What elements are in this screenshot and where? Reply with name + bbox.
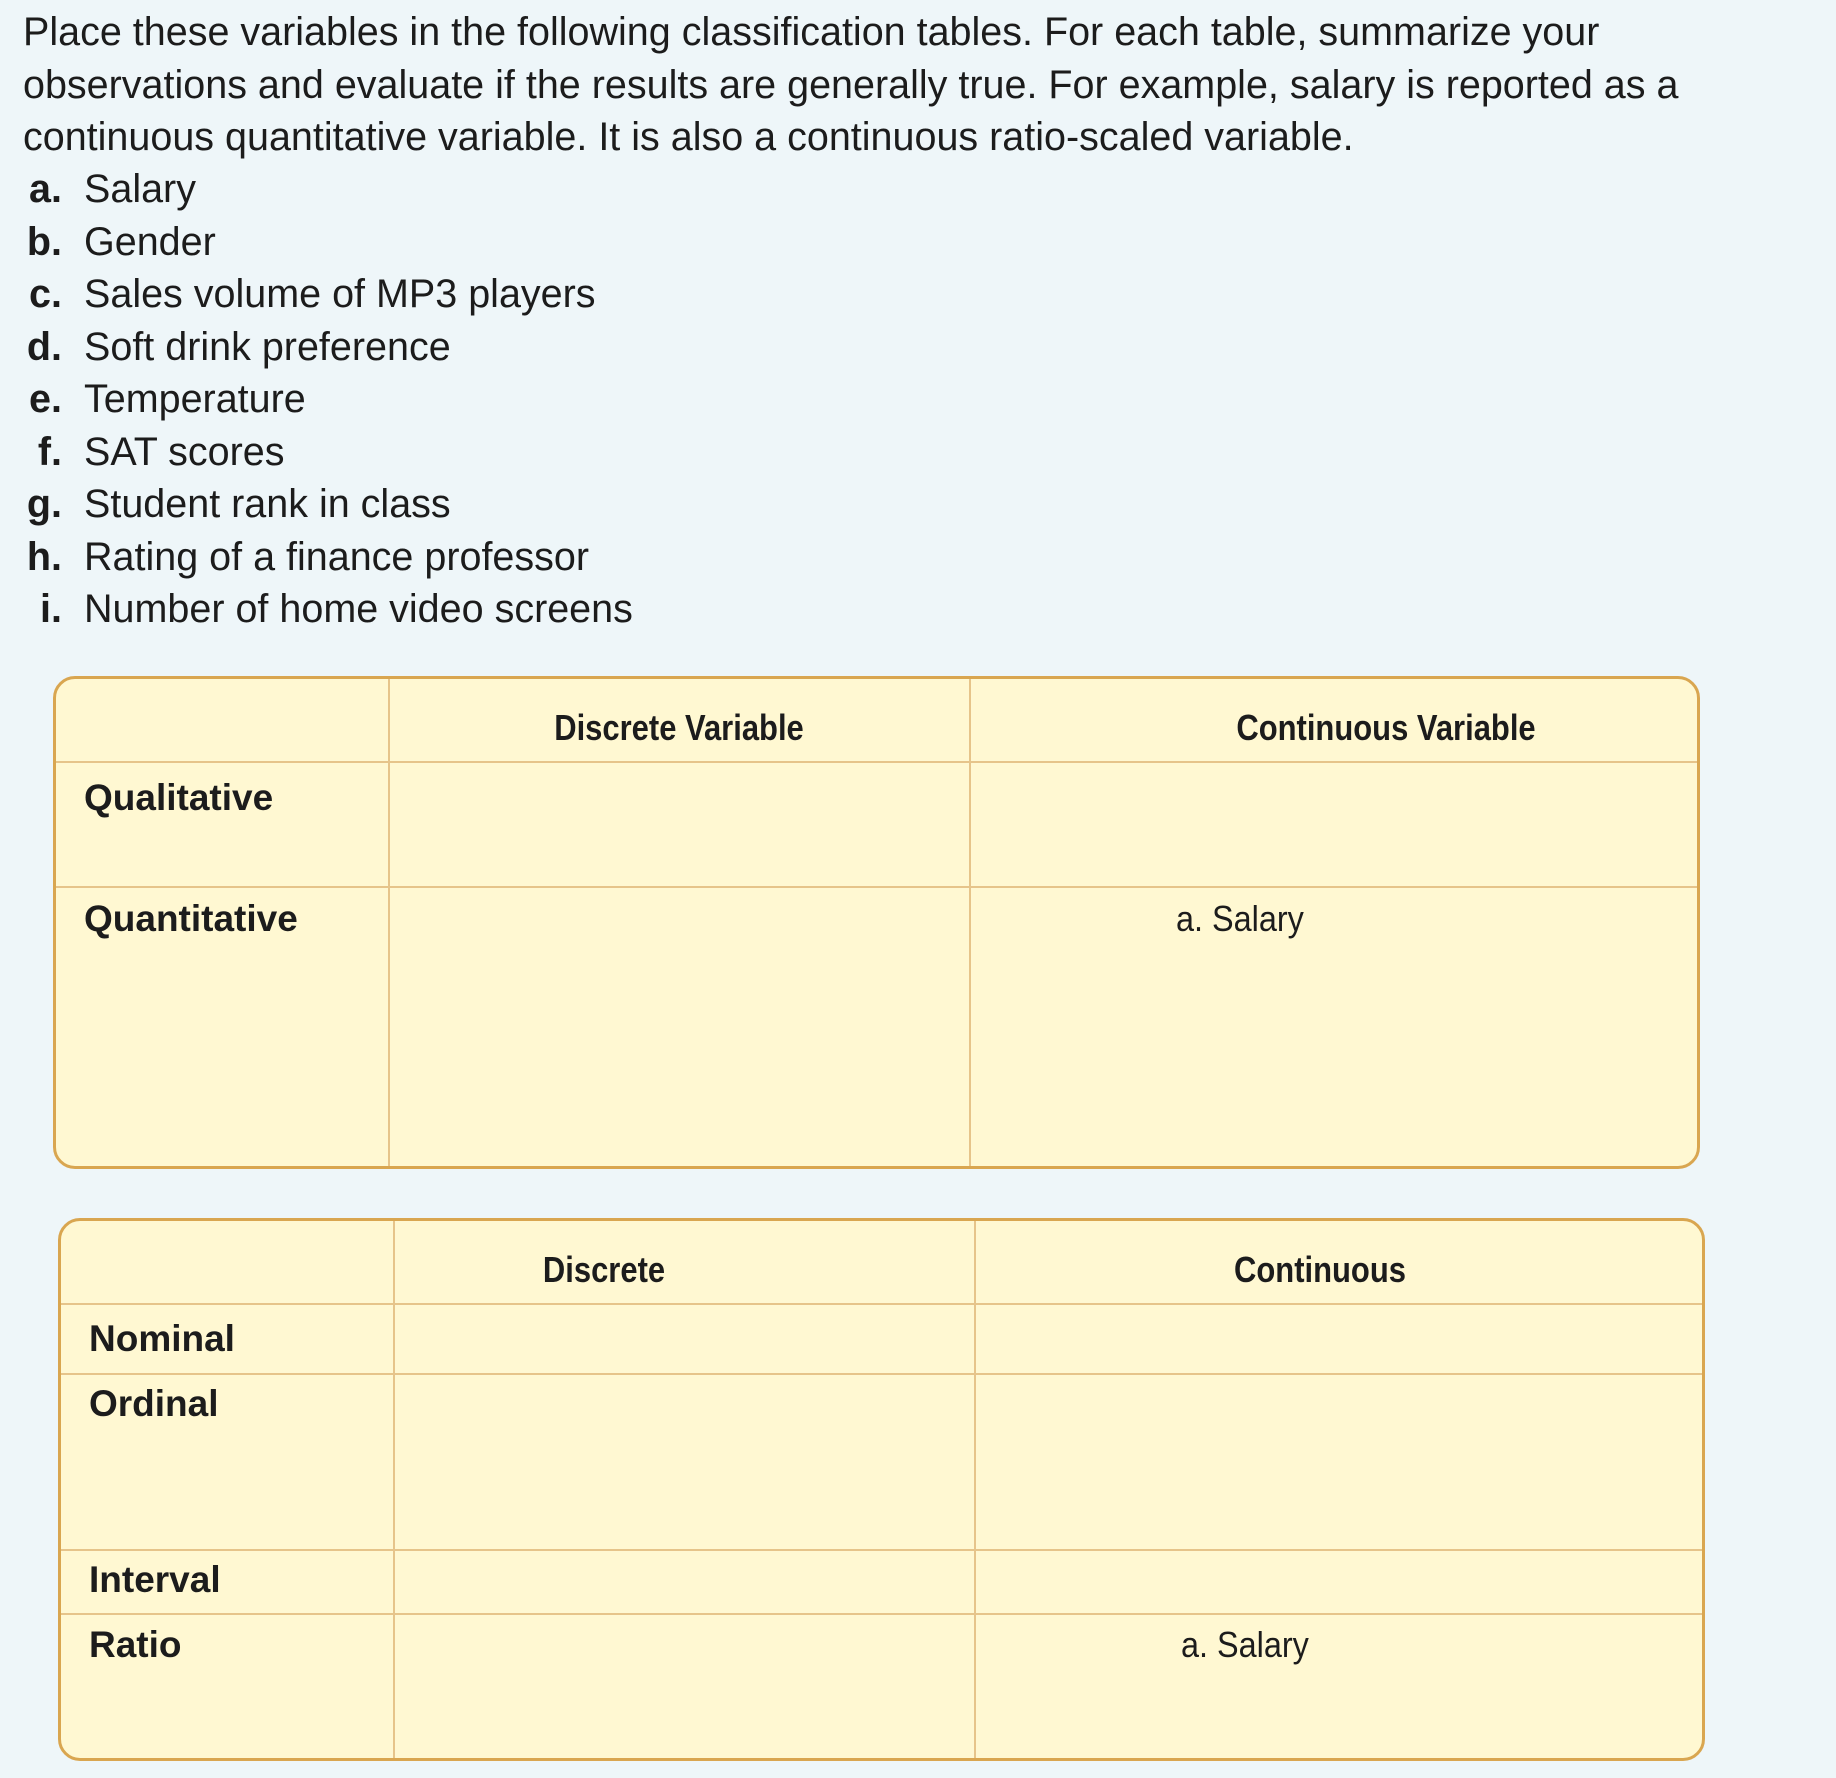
item-letter: h. — [26, 534, 62, 579]
row-divider — [61, 1549, 1702, 1551]
instructions-paragraph: Place these variables in the following classification tables. For each table, summarize your observations and evaluate if the results are generally true. For example, salary is reported as a continuous quantitative variable. It is also a continuous ratio-scaled variable. — [23, 10, 1679, 159]
column-header-discrete-variable: Discrete Variable — [554, 707, 804, 748]
row-divider — [56, 886, 1697, 888]
column-header-discrete: Discrete — [542, 1249, 666, 1290]
row-header-ordinal: Ordinal — [89, 1383, 219, 1424]
column-divider — [388, 679, 390, 1166]
item-text: Student rank in class — [84, 482, 451, 526]
row-header-qualitative: Qualitative — [84, 777, 274, 818]
row-header-nominal: Nominal — [89, 1318, 235, 1359]
item-letter: f. — [37, 429, 62, 474]
item-letter: i. — [40, 587, 62, 631]
item-letter: c. — [29, 272, 62, 316]
item-text: Gender — [84, 219, 216, 264]
row-header-interval: Interval — [89, 1559, 221, 1600]
item-letter: d. — [26, 324, 62, 369]
column-header-continuous: Continuous — [1234, 1249, 1406, 1290]
item-letter: b. — [26, 219, 62, 264]
classification-table-measurement-levels — [58, 1218, 1705, 1761]
row-divider — [56, 761, 1697, 763]
cell-quantitative-continuous[interactable]: a. Salary — [1176, 898, 1304, 939]
row-header-ratio: Ratio — [89, 1624, 182, 1665]
item-text: Rating of a finance professor — [84, 534, 590, 579]
item-text: Temperature — [84, 377, 306, 421]
row-header-quantitative: Quantitative — [84, 898, 298, 939]
column-header-continuous-variable: Continuous Variable — [1236, 707, 1536, 748]
column-divider — [969, 679, 971, 1166]
item-text: Salary — [84, 167, 196, 211]
item-text: Sales volume of MP3 players — [84, 272, 596, 316]
item-letter: g. — [26, 482, 62, 526]
column-divider — [974, 1221, 976, 1758]
row-divider — [61, 1613, 1702, 1615]
cell-ratio-continuous[interactable]: a. Salary — [1181, 1624, 1309, 1665]
item-text: Soft drink preference — [84, 324, 451, 369]
row-divider — [61, 1303, 1702, 1305]
column-divider — [393, 1221, 395, 1758]
item-text: SAT scores — [84, 429, 285, 474]
classification-table-discrete-continuous — [53, 676, 1700, 1169]
item-text: Number of home video screens — [84, 587, 633, 631]
row-divider — [61, 1373, 1702, 1375]
item-letter: a. — [29, 167, 62, 211]
item-letter: e. — [29, 377, 62, 421]
